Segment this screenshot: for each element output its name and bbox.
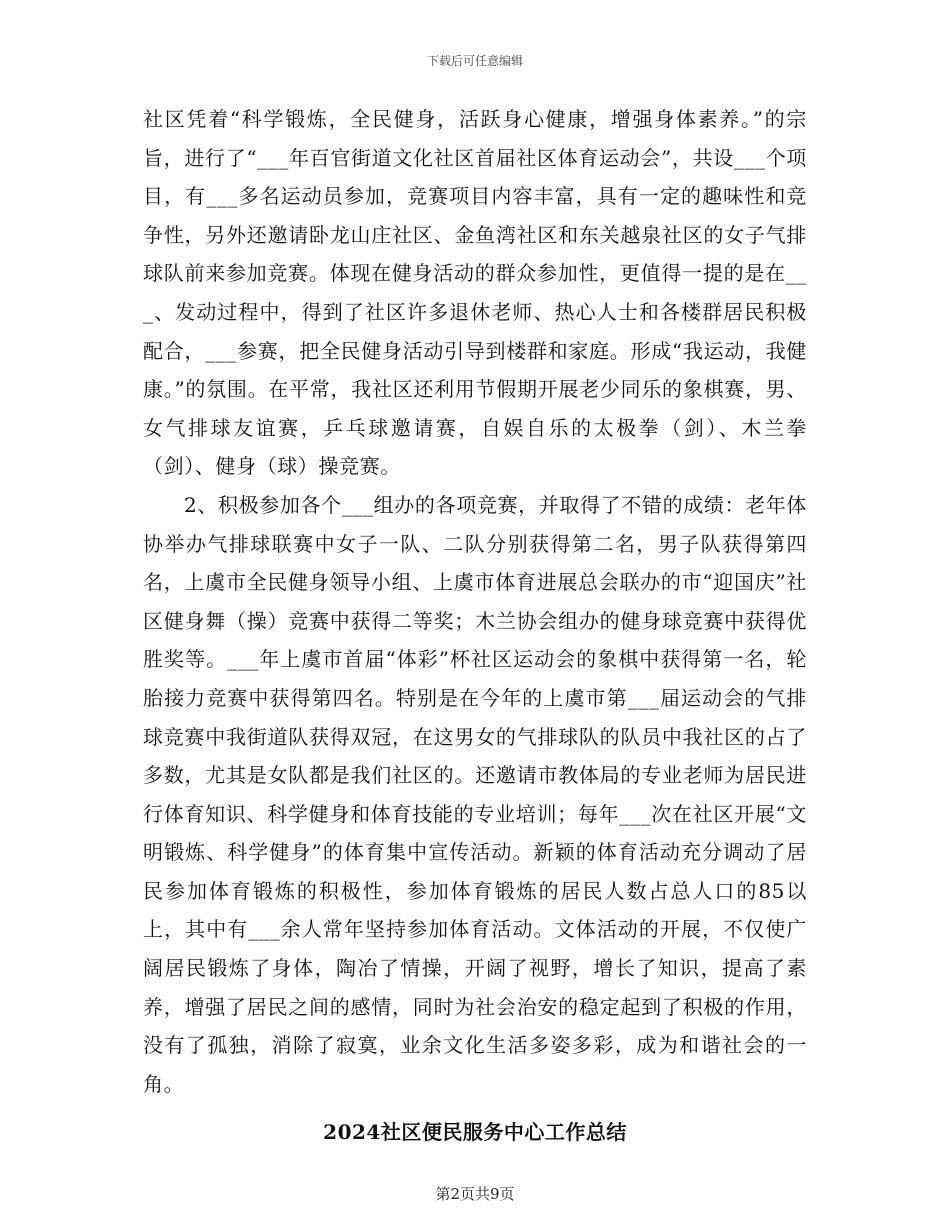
page-number: 第2页共9页 <box>435 1185 515 1203</box>
paragraph-competitions: 2、积极参加各个___组办的各项竞赛，并取得了不错的成绩：老年体协举办气排球联赛中女子一队、二队分别获得第二名，男子队获得第四名，上虞市全民健身领导小组、上虞市体育进展总会联办的市“迎国庆”社区健身舞（操）竞赛中获得二等奖；木兰协会组办的健身球竞赛中获得优胜奖等。___年上虞市首届“体彩”杯社区运动会的象棋中获得第一名，轮胎接力竞赛中获得第四名。特别是在今年的上虞市第___届运动会的气排球竞赛中我街道队获得双冠，在这男女的气排球队的队员中我社区的占了多数，尤其是女队都是我们社区的。还邀请市教体局的专业老师为居民进行体育知识、科学健身和体育技能的专业培训；每年___次在社区开展“文明锻炼、科学健身”的体育集中宣传活动。新颖的体育活动充分调动了居民参加体育锻炼的积极性，参加体育锻炼的居民人数占总人口的85以上，其中有___余人常年坚持参加体育活动。文体活动的开展，不仅使广阔居民锻炼了身体，陶冶了情操，开阔了视野，增长了知识，提高了素养，增强了居民之间的感情，同时为社会治安的稳定起到了积极的作用，没有了孤独，消除了寂寞，业余文化生活多姿多彩，成为和谐社会的一角。 <box>143 492 807 1096</box>
header-note: 下载后可任意编辑 <box>426 54 523 68</box>
document-body <box>143 100 807 1103</box>
section-title: 2024社区便民服务中心工作总结 <box>323 1120 627 1144</box>
paragraph-continued: 社区凭着“科学锻炼，全民健身，活跃身心健康，增强身体素养。”的宗旨，进行了“___年百官街道文化社区首届社区体育运动会”，共设___个项目，有___多名运动员参加，竞赛项目内容丰富，具有一定的趣味性和竞争性，另外还邀请卧龙山庄社区、金鱼湾社区和东关越泉社区的女子气排球队前来参加竞赛。体现在健身活动的群众参加性，更值得一提的是在___、发动过程中，得到了社区许多退休老师、热心人士和各楼群居民积极配合，___参赛，把全民健身活动引导到楼群和家庭。形成“我运动，我健康。”的氛围。在平常，我社区还利用节假期开展老少同乐的象棋赛，男、女气排球友谊赛，乒乓球邀请赛，自娱自乐的太极拳（剑）、木兰拳（剑）、健身（球）操竞赛。 <box>143 107 807 479</box>
